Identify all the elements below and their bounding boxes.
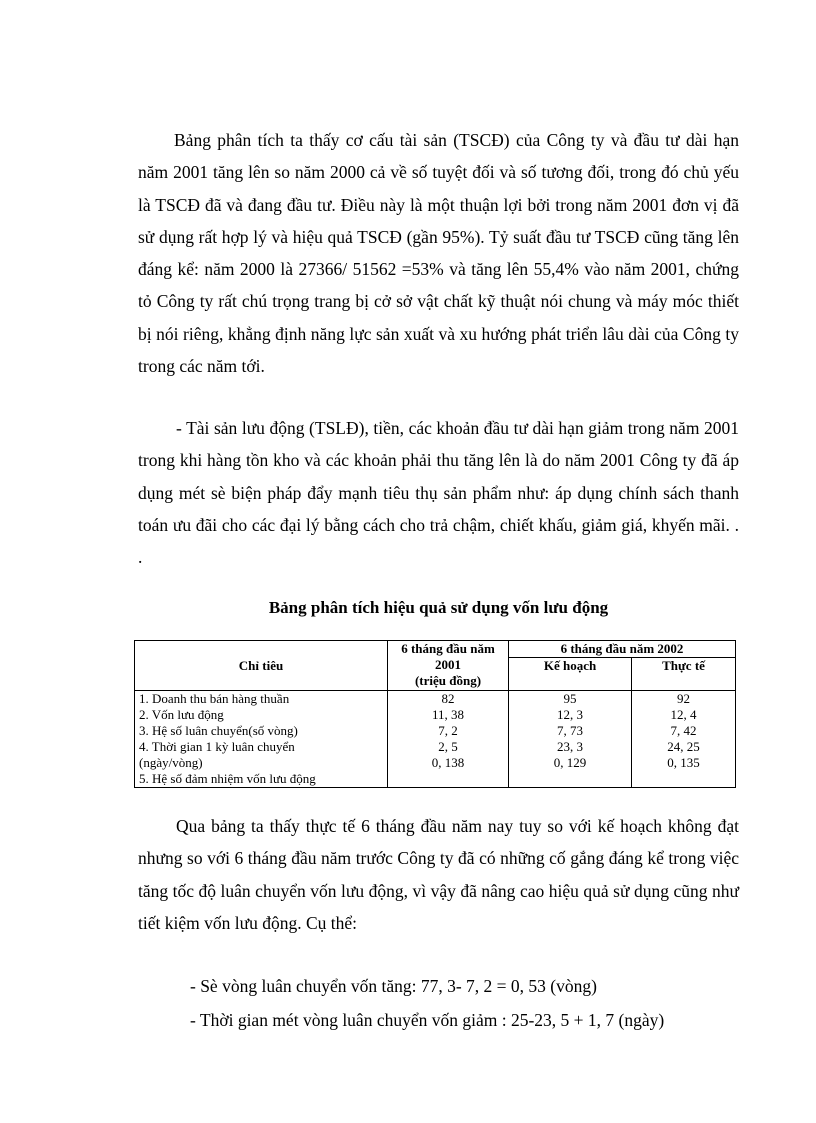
- header-plan: Kế hoạch: [509, 658, 632, 691]
- value-actual-ratio: 0, 135: [667, 755, 700, 770]
- value-actual-revenue: 92: [677, 691, 691, 706]
- header-actual: Thực tế: [632, 658, 736, 691]
- header-2001-line1: 6 tháng đầu năm: [401, 641, 495, 656]
- header-2001-line2: 2001: [435, 657, 461, 672]
- bullet-turnover-increase: - Sè vòng luân chuyển vốn tăng: 77, 3- 7, 2 = 0, 53 (vòng): [190, 976, 597, 996]
- value-plan-period: 23, 3: [557, 739, 584, 754]
- value-2001-period: 2, 5: [438, 739, 458, 754]
- indicator-column: [135, 691, 388, 788]
- value-2001-ratio: 0, 138: [431, 755, 465, 770]
- paragraph-conclusion: Qua bảng ta thấy thực tế 6 tháng đầu năm nay tuy so với kế hoạch không đạt nhưng so với 6 tháng đầu năm trước Công ty đã có những cố gắng đáng kể trong việc tăng tốc độ luân chuyển vốn lưu động, vì vậy đã nâng cao hiệu quả sử dụng cũng như tiết kiệm vốn lưu động. Cụ thể:: [138, 816, 739, 933]
- bullet-period-decrease: - Thời gian mét vòng luân chuyển vốn giảm : 25-23, 5 + 1, 7 (ngày): [190, 1010, 665, 1030]
- value-2001-turnover: 7, 2: [438, 723, 458, 738]
- value-plan-revenue: 95: [563, 691, 577, 706]
- column-actual: [632, 691, 736, 788]
- value-actual-period: 24, 25: [667, 739, 700, 754]
- indicator-1: 1. Doanh thu bán hàng thuần: [139, 691, 290, 706]
- paragraph-asset-structure: Bảng phân tích ta thấy cơ cấu tài sản (TSCĐ) của Công ty và đầu tư dài hạn năm 2001 tăng lên so năm 2000 cả về số tuyệt đối và số tương đối, trong đó chủ yếu là TSCĐ đã và đang đầu tư. Điều này là một thuận lợi bởi trong năm 2001 đơn vị đã sử dụng rất hợp lý và hiệu quả TSCĐ (gần 95%). Tỷ suất đầu tư TSCĐ cũng tăng lên đáng kể: năm 2000 là 27366/ 51562 =53% và tăng lên 55,4% vào năm 2001, chứng tỏ Công ty rất chú trọng trang bị cở sở vật chất kỹ thuật nói chung và máy móc thiết bị nói riêng, khẳng định năng lực sản xuất và xu hướng phát triển lâu dài của Công ty trong các năm tới.: [138, 130, 739, 377]
- indicator-4-unit: (ngày/vòng): [139, 755, 203, 770]
- indicator-5: 5. Hệ số đảm nhiệm vốn lưu động: [139, 771, 316, 786]
- header-indicator: Chỉ tiêu: [135, 641, 388, 691]
- column-plan: [509, 691, 632, 788]
- header-2002: 6 tháng đầu năm 2002: [509, 641, 736, 658]
- indicator-3: 3. Hệ số luân chuyển(số vòng): [139, 723, 298, 738]
- column-2001: [388, 691, 509, 788]
- header-2001-line3: (triệu đồng): [414, 673, 482, 688]
- indicator-4: 4. Thời gian 1 kỳ luân chuyển: [139, 739, 295, 754]
- value-actual-capital: 12, 4: [670, 707, 697, 722]
- header-2001: [388, 641, 509, 691]
- value-2001-capital: 11, 38: [431, 707, 465, 722]
- table-title: Bảng phân tích hiệu quả sử dụng vốn lưu động: [268, 598, 609, 617]
- value-2001-revenue: 82: [441, 691, 455, 706]
- value-actual-turnover: 7, 42: [670, 723, 697, 738]
- working-capital-table: [134, 640, 736, 788]
- value-plan-turnover: 7, 73: [557, 723, 584, 738]
- indicator-2: 2. Vốn lưu động: [139, 707, 224, 722]
- paragraph-current-assets: - Tài sản lưu động (TSLĐ), tiền, các khoản đầu tư dài hạn giảm trong năm 2001 trong khi hàng tồn kho và các khoản phải thu tăng lên là do năm 2001 Công ty đã áp dụng mét sè biện pháp đẩy mạnh tiêu thụ sản phẩm như: áp dụng chính sách thanh toán ưu đãi cho các đại lý bằng cách cho trả chậm, chiết khấu, giảm giá, khyến mãi. . .: [138, 418, 739, 568]
- value-plan-ratio: 0, 129: [553, 755, 587, 770]
- value-plan-capital: 12, 3: [557, 707, 584, 722]
